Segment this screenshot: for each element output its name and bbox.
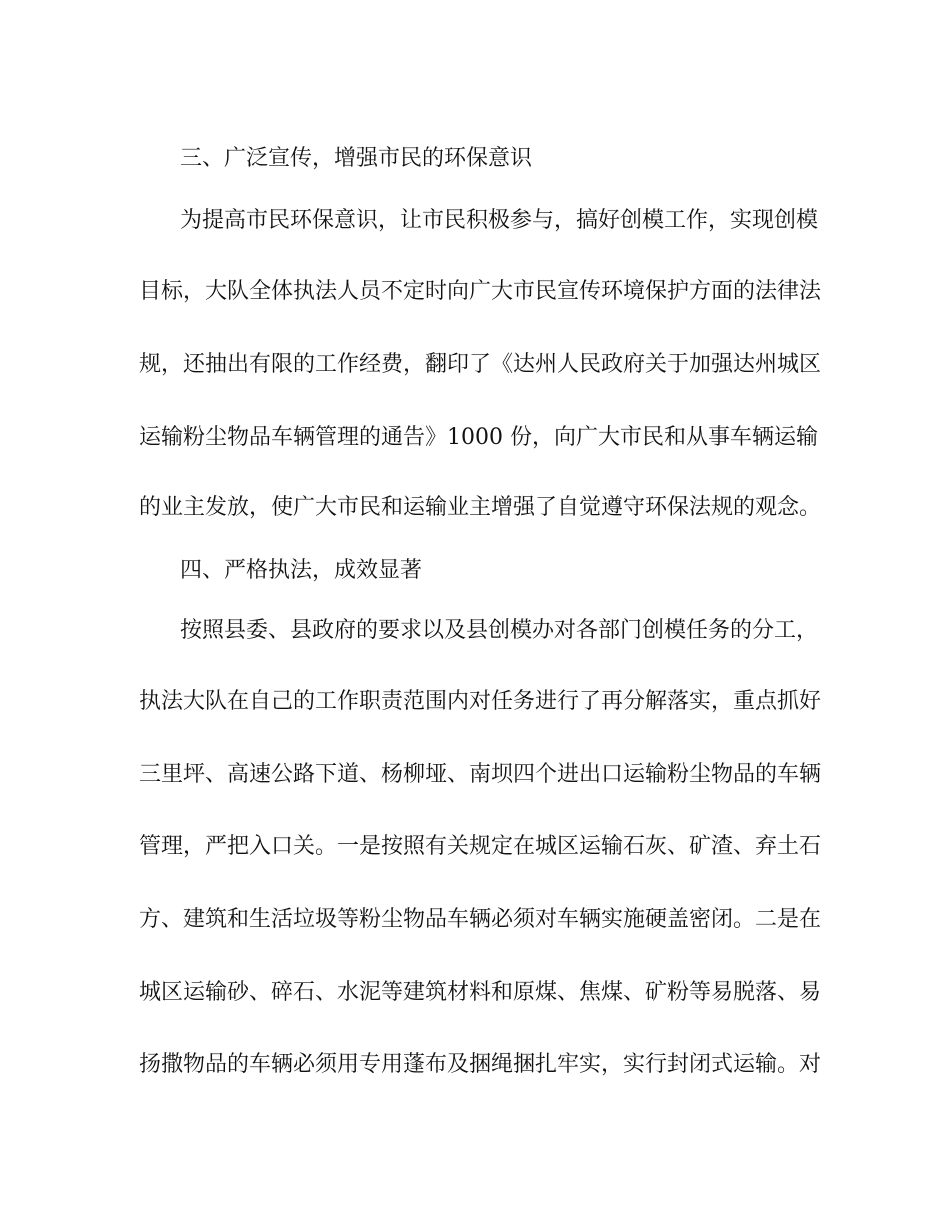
section-3-paragraph-line: 的业主发放，使广大市民和运输业主增强了自觉遵守环保法规的观念。: [139, 495, 822, 520]
section-4-paragraph-line: 管理，严把入口关。一是按照有关规定在城区运输石灰、矿渣、弃土石: [139, 834, 822, 859]
section-3-paragraph-line: 规，还抽出有限的工作经费，翻印了《达州人民政府关于加强达州城区: [139, 352, 822, 377]
section-4-paragraph-line: 城区运输砂、碎石、水泥等建筑材料和原煤、焦煤、矿粉等易脱落、易: [139, 980, 822, 1005]
section-3-heading: 三、广泛宣传，增强市民的环保意识: [180, 146, 533, 171]
section-4-paragraph-line: 三里坪、高速公路下道、杨柳垭、南坝四个进出口运输粉尘物品的车辆: [139, 762, 822, 787]
section-4-paragraph-line: 执法大队在自己的工作职责范围内对任务进行了再分解落实，重点抓好: [139, 689, 822, 714]
section-4-paragraph-line: 按照县委、县政府的要求以及县创模办对各部门创模任务的分工，: [180, 618, 819, 643]
section-3-paragraph-line: 为提高市民环保意识，让市民积极参与，搞好创模工作，实现创模: [180, 208, 819, 233]
section-3-paragraph-line: 目标，大队全体执法人员不定时向广大市民宣传环境保护方面的法律法: [139, 279, 822, 304]
section-3-paragraph-line: 运输粉尘物品车辆管理的通告》1000 份，向广大市民和从事车辆运输: [139, 425, 818, 450]
section-4-paragraph-line: 方、建筑和生活垃圾等粉尘物品车辆必须对车辆实施硬盖密闭。二是在: [139, 907, 822, 932]
section-4-heading: 四、严格执法，成效显著: [180, 558, 423, 583]
section-4-paragraph-line: 扬撒物品的车辆必须用专用蓬布及捆绳捆扎牢实，实行封闭式运输。对: [139, 1052, 822, 1077]
